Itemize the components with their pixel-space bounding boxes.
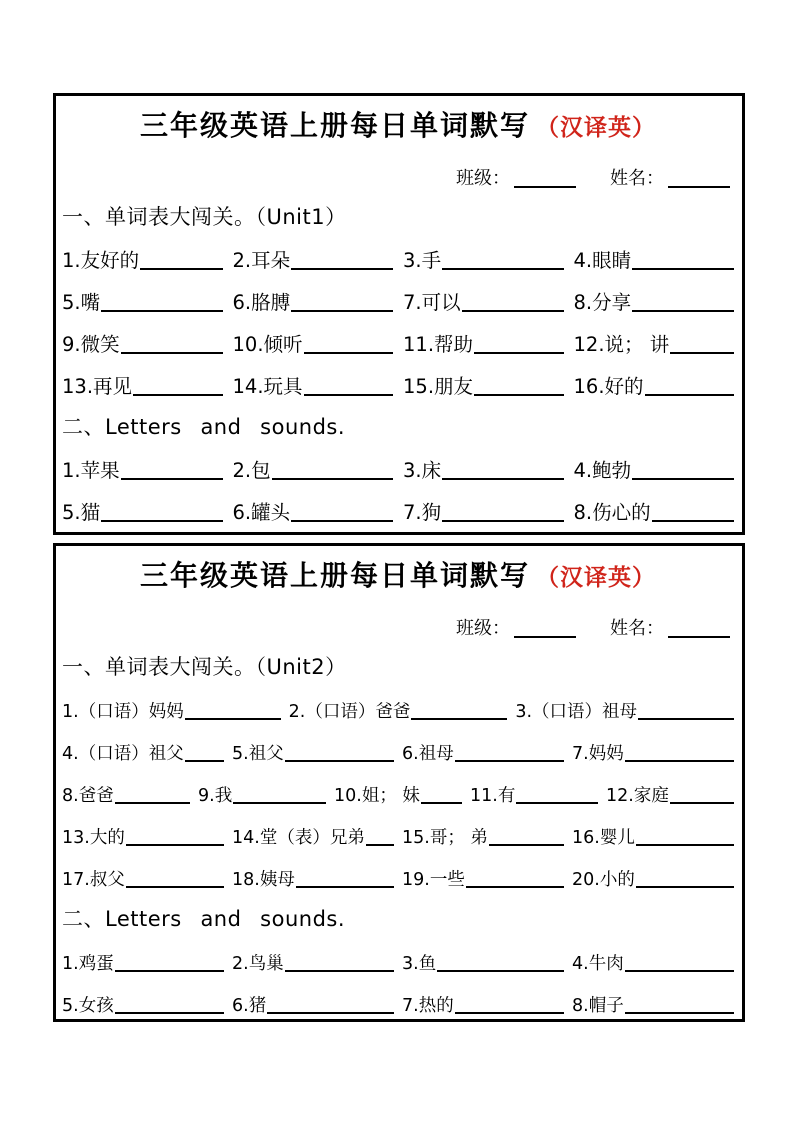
word-item: [62, 992, 224, 1017]
answer-blank: [670, 798, 734, 804]
word-label: 15.朋友: [403, 375, 474, 398]
word-item: [572, 866, 734, 891]
word-item: [232, 740, 394, 765]
sheet-title-accent: （汉译英）: [536, 565, 656, 591]
answer-blank: [304, 348, 393, 354]
word-item: [574, 371, 735, 399]
word-row: [62, 772, 734, 814]
word-label: 3.鱼: [402, 954, 437, 974]
answer-blank: [636, 840, 734, 846]
word-row: [62, 448, 734, 490]
answer-blank: [632, 306, 734, 312]
answer-blank: [101, 306, 222, 312]
word-row: [62, 982, 734, 1024]
word-label: 16.婴儿: [572, 828, 635, 848]
word-label: 10.倾听: [232, 333, 303, 356]
word-item: [289, 698, 508, 723]
word-row: [62, 490, 734, 532]
name-blank: [668, 618, 730, 638]
answer-blank: [366, 840, 394, 846]
answer-blank: [296, 882, 394, 888]
part1-heading: 一、单词表大闯关。（Unit2）: [62, 655, 347, 679]
name-label: 姓名：: [610, 618, 664, 639]
word-item: [233, 497, 394, 525]
word-label: 5.女孩: [62, 996, 114, 1016]
word-label: 3.床: [403, 459, 442, 482]
answer-blank: [442, 516, 563, 522]
answer-blank: [455, 1008, 564, 1014]
answer-blank: [437, 966, 564, 972]
answer-blank: [489, 840, 564, 846]
answer-blank: [126, 840, 224, 846]
word-label: 2.包: [232, 459, 271, 482]
answer-blank: [115, 1008, 224, 1014]
word-label: 5.嘴: [62, 291, 101, 314]
sheet-title: 三年级英语上册每日单词默写: [139, 559, 530, 592]
class-name-line: [62, 602, 734, 646]
answer-blank: [185, 714, 281, 720]
word-item: [232, 824, 394, 849]
answer-blank: [285, 966, 394, 972]
word-label: 8.分享: [573, 291, 632, 314]
word-row: [62, 280, 734, 322]
word-label: 6.祖母: [402, 744, 454, 764]
word-label: 7.可以: [403, 291, 461, 314]
answer-blank: [115, 966, 224, 972]
worksheet-unit1: [53, 93, 745, 535]
answer-blank: [291, 306, 393, 312]
word-item: [62, 287, 223, 315]
answer-blank: [625, 1008, 734, 1014]
word-label: 6.胳膊: [232, 291, 291, 314]
word-label: 11.帮助: [403, 333, 474, 356]
word-item: [403, 455, 564, 483]
sheet-title-line: [62, 100, 734, 152]
word-item: [515, 698, 734, 723]
answer-blank: [516, 798, 598, 804]
word-item: [232, 866, 394, 891]
word-label: 1.苹果: [62, 459, 120, 482]
class-blank: [514, 618, 576, 638]
worksheet-unit2: [53, 543, 745, 1022]
word-label: 2.耳朵: [232, 249, 291, 272]
word-item: [62, 824, 224, 849]
answer-blank: [474, 390, 563, 396]
answer-blank: [670, 348, 734, 354]
word-row: [62, 364, 734, 406]
answer-blank: [625, 756, 734, 762]
word-label: 8.爸爸: [62, 786, 114, 806]
part2-heading: 二、Letters and sounds.: [62, 415, 346, 439]
word-item: [572, 950, 734, 975]
name-label: 姓名：: [610, 168, 664, 189]
sheet-title-line: [62, 550, 734, 602]
word-item: [198, 782, 326, 807]
word-label: 4.（口语）祖父: [62, 744, 184, 764]
word-label: 19.一些: [402, 870, 465, 890]
word-label: 5.祖父: [232, 744, 284, 764]
word-label: 11.有: [470, 786, 516, 806]
word-label: 12.家庭: [606, 786, 669, 806]
word-label: 15.哥； 弟: [402, 828, 488, 848]
word-item: [62, 950, 224, 975]
word-label: 4.眼睛: [573, 249, 632, 272]
word-label: 5.猫: [62, 501, 101, 524]
word-item: [402, 992, 564, 1017]
word-item: [572, 992, 734, 1017]
word-row: [62, 730, 734, 772]
word-label: 4.鲍勃: [573, 459, 632, 482]
word-item: [233, 455, 394, 483]
word-item: [233, 245, 394, 273]
answer-blank: [121, 348, 223, 354]
word-item: [62, 497, 223, 525]
word-item: [470, 782, 598, 807]
word-row: [62, 814, 734, 856]
word-label: 6.罐头: [232, 501, 291, 524]
word-label: 12.说； 讲: [573, 333, 670, 356]
sheet-title: 三年级英语上册每日单词默写: [139, 109, 530, 142]
answer-blank: [455, 756, 564, 762]
word-label: 9.我: [198, 786, 233, 806]
word-item: [574, 287, 735, 315]
word-item: [402, 866, 564, 891]
word-label: 8.帽子: [572, 996, 624, 1016]
answer-blank: [126, 882, 224, 888]
answer-blank: [474, 348, 563, 354]
word-label: 2.鸟巢: [232, 954, 284, 974]
answer-blank: [636, 882, 734, 888]
answer-blank: [466, 882, 564, 888]
answer-blank: [462, 306, 564, 312]
word-item: [402, 740, 564, 765]
answer-blank: [267, 1008, 394, 1014]
word-item: [574, 455, 735, 483]
word-row: [62, 322, 734, 364]
word-item: [403, 287, 564, 315]
class-blank: [514, 168, 576, 188]
word-label: 10.姐； 妹: [334, 786, 420, 806]
word-label: 14.玩具: [232, 375, 303, 398]
word-item: [62, 371, 223, 399]
word-label: 18.姨母: [232, 870, 295, 890]
word-item: [606, 782, 734, 807]
word-item: [402, 824, 564, 849]
word-item: [574, 329, 735, 357]
word-label: 14.堂（表）兄弟: [232, 828, 365, 848]
word-item: [62, 329, 223, 357]
word-row: [62, 238, 734, 280]
answer-blank: [442, 264, 563, 270]
word-label: 1.友好的: [62, 249, 140, 272]
word-label: 1.鸡蛋: [62, 954, 114, 974]
answer-blank: [121, 474, 223, 480]
answer-blank: [115, 798, 190, 804]
answer-blank: [185, 756, 224, 762]
word-item: [62, 455, 223, 483]
answer-blank: [140, 264, 222, 270]
answer-blank: [645, 390, 734, 396]
part2-heading: 二、Letters and sounds.: [62, 907, 346, 931]
class-name-line: [62, 152, 734, 196]
word-item: [402, 950, 564, 975]
word-label: 1.（口语）妈妈: [62, 702, 184, 722]
word-label: 4.牛肉: [572, 954, 624, 974]
word-label: 13.大的: [62, 828, 125, 848]
word-label: 3.手: [403, 249, 442, 272]
word-row: [62, 940, 734, 982]
word-item: [232, 992, 394, 1017]
answer-blank: [638, 714, 734, 720]
answer-blank: [411, 714, 507, 720]
word-row: [62, 688, 734, 730]
word-item: [403, 329, 564, 357]
answer-blank: [101, 516, 222, 522]
word-item: [574, 497, 735, 525]
word-item: [233, 287, 394, 315]
word-label: 3.（口语）祖母: [515, 702, 638, 722]
word-item: [62, 698, 281, 723]
word-label: 16.好的: [573, 375, 644, 398]
word-label: 9.微笑: [62, 333, 120, 356]
answer-blank: [304, 390, 393, 396]
word-item: [233, 329, 394, 357]
answer-blank: [421, 798, 462, 804]
sheet-title-accent: （汉译英）: [536, 115, 656, 141]
word-item: [62, 866, 224, 891]
word-label: 7.热的: [402, 996, 454, 1016]
answer-blank: [632, 264, 734, 270]
answer-blank: [625, 966, 734, 972]
word-label: 7.狗: [403, 501, 442, 524]
class-label: 班级：: [456, 618, 510, 639]
answer-blank: [272, 474, 393, 480]
word-label: 2.（口语）爸爸: [288, 702, 411, 722]
word-label: 17.叔父: [62, 870, 125, 890]
word-row: [62, 856, 734, 898]
answer-blank: [442, 474, 563, 480]
answer-blank: [133, 390, 222, 396]
word-item: [574, 245, 735, 273]
part1-heading: 一、单词表大闯关。（Unit1）: [62, 205, 347, 229]
answer-blank: [285, 756, 394, 762]
word-label: 6.猪: [232, 996, 267, 1016]
answer-blank: [291, 516, 393, 522]
word-label: 20.小的: [572, 870, 635, 890]
word-item: [232, 950, 394, 975]
answer-blank: [652, 516, 734, 522]
word-item: [62, 740, 224, 765]
word-item: [233, 371, 394, 399]
answer-blank: [632, 474, 734, 480]
word-label: 13.再见: [62, 375, 133, 398]
class-label: 班级：: [456, 168, 510, 189]
word-item: [403, 371, 564, 399]
answer-blank: [233, 798, 326, 804]
word-item: [572, 740, 734, 765]
word-item: [403, 245, 564, 273]
word-label: 8.伤心的: [573, 501, 651, 524]
word-item: [62, 782, 190, 807]
name-blank: [668, 168, 730, 188]
word-item: [334, 782, 462, 807]
word-label: 7.妈妈: [572, 744, 624, 764]
word-item: [403, 497, 564, 525]
word-item: [62, 245, 223, 273]
answer-blank: [291, 264, 393, 270]
word-item: [572, 824, 734, 849]
